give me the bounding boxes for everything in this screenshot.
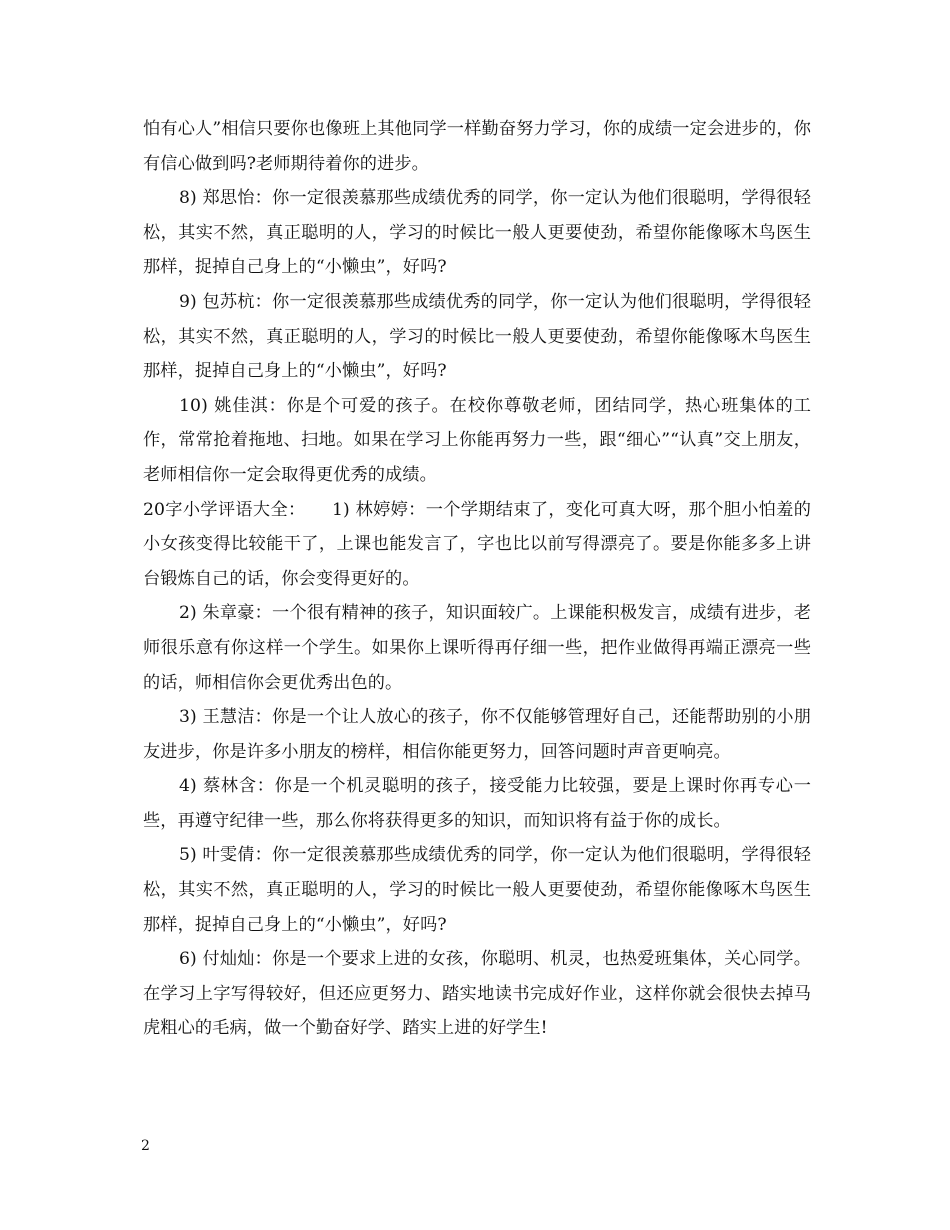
comment-item-8: 8) 郑思怡：你一定很羡慕那些成绩优秀的同学，你一定认为他们很聪明，学得很轻松，其实不然，真正聪明的人，学习的时候比一般人更要使劲，希望你能像啄木鸟医生那样，捉掉自己身上的“小懒虫”，好吗? [143, 188, 811, 278]
page-number: 2 [141, 1138, 150, 1154]
comment-item-9: 9) 包苏杭：你一定很羡慕那些成绩优秀的同学，你一定认为他们很聪明，学得很轻松，其实不然，真正聪明的人，学习的时候比一般人更要使劲，希望你能像啄木鸟医生那样，捉掉自己身上的“小懒虫”，好吗? [143, 291, 811, 382]
document-body [143, 112, 811, 1046]
comment-item-4: 4) 蔡林含：你是一个机灵聪明的孩子，接受能力比较强，要是上课时你再专心一些，再遵守纪律一些，那么你将获得更多的知识，而知识将有益于你的成长。 [143, 776, 811, 831]
comment-item-6: 6) 付灿灿：你是一个要求上进的女孩，你聪明、机灵，也热爱班集体，关心同学。在学习上字写得较好，但还应更努力、踏实地读书完成好作业，这样你就会很快去掉马虎粗心的毛病，做一个勤奋好学、踏实上进的好学生! [143, 949, 811, 1039]
comment-item-5: 5) 叶雯倩：你一定很羡慕那些成绩优秀的同学，你一定认为他们很聪明，学得很轻松，其实不然，真正聪明的人，学习的时候比一般人更要使劲，希望你能像啄木鸟医生那样，捉掉自己身上的“小懒虫”，好吗? [143, 845, 811, 935]
comment-item-2: 2) 朱章豪：一个很有精神的孩子，知识面较广。上课能积极发言，成绩有进步，老师很乐意有你这样一个学生。如果你上课听得再仔细一些，把作业做得再端正漂亮一些的话，师相信你会更优秀出色的。 [143, 603, 811, 693]
comment-item-3: 3) 王慧洁：你是一个让人放心的孩子，你不仅能够管理好自己，还能帮助别的小朋友进步，你是许多小朋友的榜样，相信你能更努力，回答问题时声音更响亮。 [143, 707, 811, 762]
comment-item-10: 10) 姚佳淇：你是个可爱的孩子。在校你尊敬老师，团结同学，热心班集体的工作，常常抢着拖地、扫地。如果在学习上你能再努力一些，跟“细心”“认真”交上朋友，老师相信你一定会取得更优秀的成绩。 [143, 395, 811, 485]
section-heading-paragraph: 20字小学评语大全： 1) 林婷婷：一个学期结束了，变化可真大呀，那个胆小怕羞的小女孩变得比较能干了，上课也能发言了，字也比以前写得漂亮了。要是你能多多上讲台锻炼自己的话，你会变得更好的。 [143, 499, 811, 589]
paragraph-continuation: 怕有心人”相信只要你也像班上其他同学一样勤奋努力学习，你的成绩一定会进步的，你有信心做到吗?老师期待着你的进步。 [143, 119, 811, 174]
